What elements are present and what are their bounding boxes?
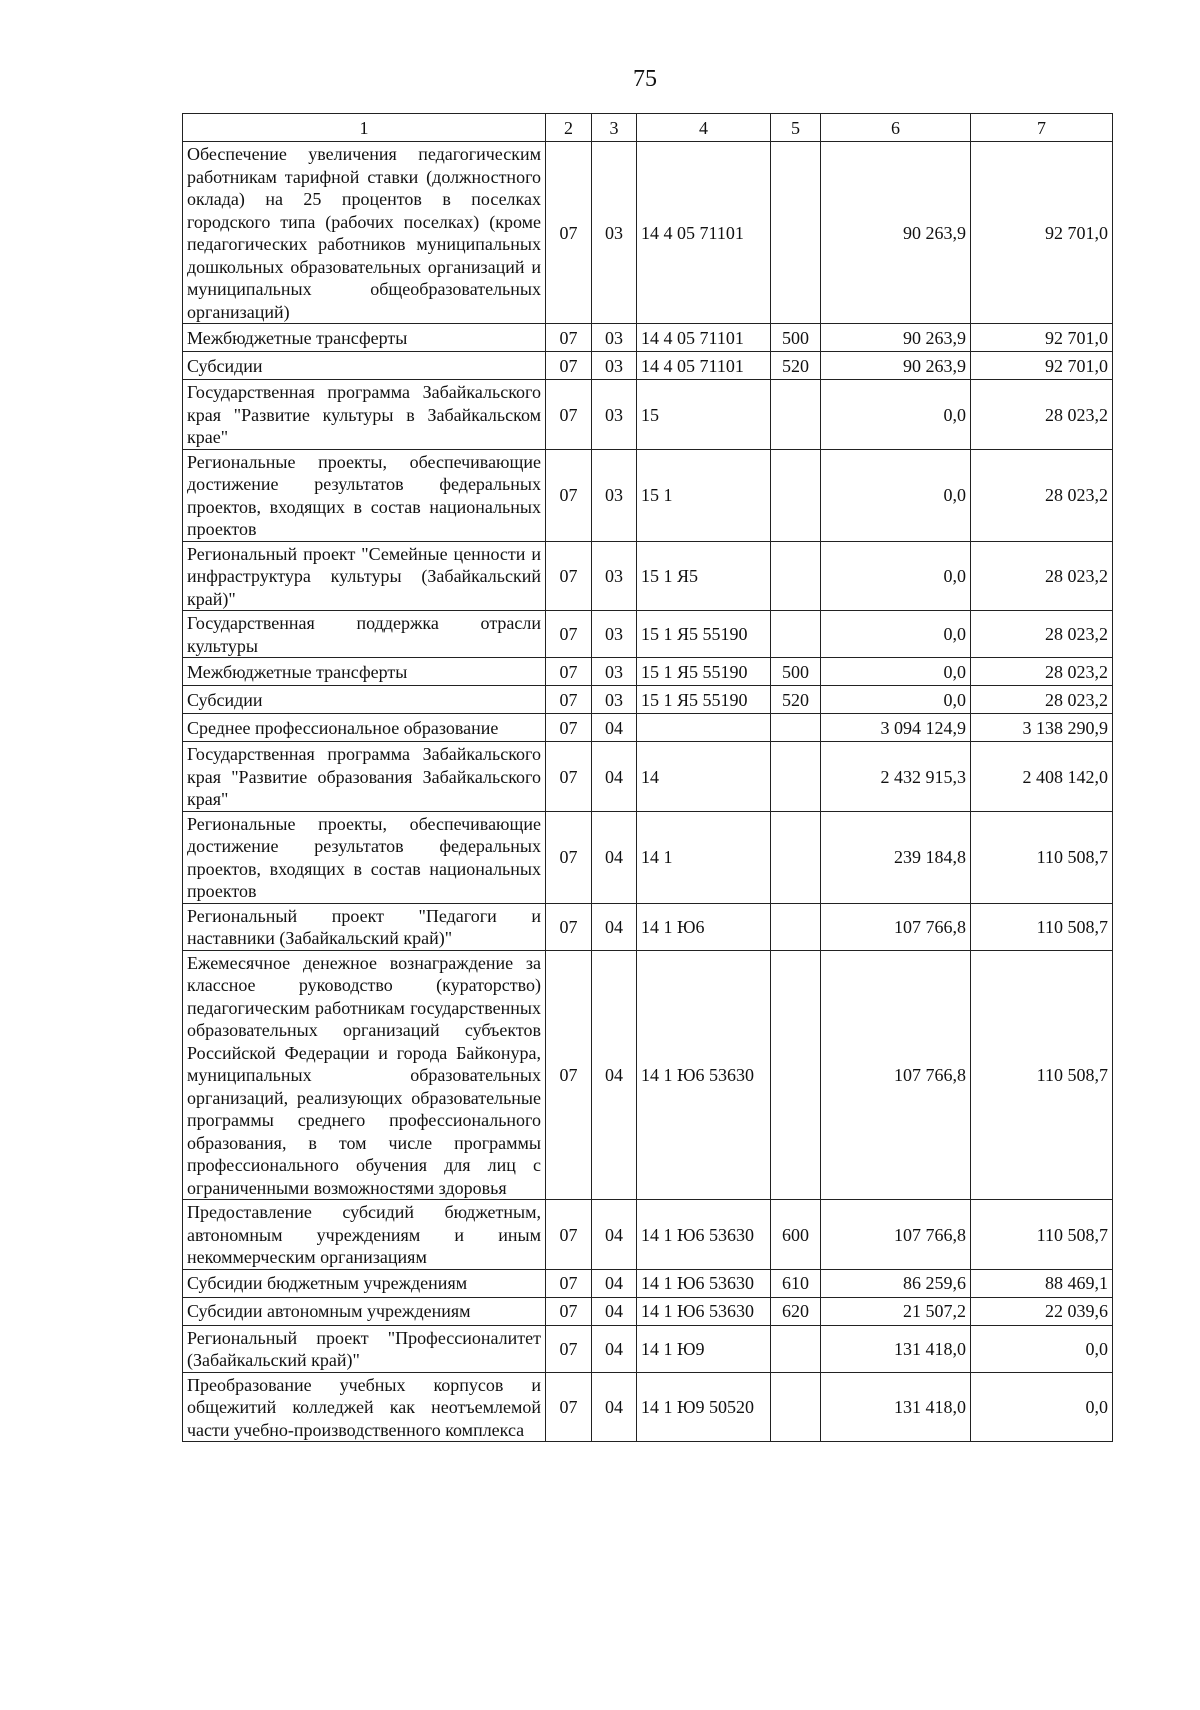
row-amount-1: 107 766,8 <box>821 1200 971 1270</box>
row-subsection: 04 <box>592 1269 637 1297</box>
row-amount-1: 3 094 124,9 <box>821 714 971 742</box>
row-amount-2: 3 138 290,9 <box>971 714 1113 742</box>
row-amount-2: 28 023,2 <box>971 380 1113 450</box>
row-amount-1: 90 263,9 <box>821 324 971 352</box>
row-expense-type: 500 <box>771 658 821 686</box>
row-amount-1: 0,0 <box>821 658 971 686</box>
row-section: 07 <box>546 1325 592 1372</box>
row-subsection: 04 <box>592 950 637 1200</box>
row-name: Субсидии <box>183 352 546 380</box>
row-section: 07 <box>546 1297 592 1325</box>
row-expense-type <box>771 142 821 324</box>
row-amount-1: 0,0 <box>821 686 971 714</box>
row-section: 07 <box>546 903 592 950</box>
table-header-row <box>183 114 1113 142</box>
row-name: Региональные проекты, обеспечивающие достижение результатов федеральных проектов, входящих в состав национальных проектов <box>183 811 546 903</box>
row-amount-2: 88 469,1 <box>971 1269 1113 1297</box>
row-expense-type <box>771 903 821 950</box>
row-section: 07 <box>546 324 592 352</box>
row-target-code: 15 <box>637 380 771 450</box>
column-header: 3 <box>592 114 637 142</box>
row-section: 07 <box>546 658 592 686</box>
row-subsection: 03 <box>592 352 637 380</box>
row-target-code: 14 1 Ю9 <box>637 1325 771 1372</box>
row-amount-1: 131 418,0 <box>821 1325 971 1372</box>
row-target-code: 14 4 05 71101 <box>637 352 771 380</box>
row-target-code: 14 4 05 71101 <box>637 142 771 324</box>
row-name: Межбюджетные трансферты <box>183 324 546 352</box>
table-row <box>183 142 1113 324</box>
row-expense-type <box>771 742 821 812</box>
row-target-code <box>637 714 771 742</box>
table-row <box>183 1297 1113 1325</box>
row-amount-2: 110 508,7 <box>971 811 1113 903</box>
column-header: 1 <box>183 114 546 142</box>
table-row <box>183 742 1113 812</box>
budget-table <box>182 113 1113 1442</box>
row-section: 07 <box>546 380 592 450</box>
row-target-code: 15 1 Я5 55190 <box>637 686 771 714</box>
row-section: 07 <box>546 714 592 742</box>
row-amount-2: 110 508,7 <box>971 1200 1113 1270</box>
row-section: 07 <box>546 686 592 714</box>
row-target-code: 14 1 <box>637 811 771 903</box>
row-target-code: 14 1 Ю9 50520 <box>637 1372 771 1442</box>
table-row <box>183 903 1113 950</box>
row-amount-1: 0,0 <box>821 380 971 450</box>
row-amount-2: 92 701,0 <box>971 324 1113 352</box>
row-amount-1: 21 507,2 <box>821 1297 971 1325</box>
row-expense-type: 610 <box>771 1269 821 1297</box>
row-amount-2: 2 408 142,0 <box>971 742 1113 812</box>
row-target-code: 14 1 Ю6 53630 <box>637 1297 771 1325</box>
row-subsection: 04 <box>592 903 637 950</box>
column-header: 5 <box>771 114 821 142</box>
row-target-code: 15 1 Я5 55190 <box>637 611 771 658</box>
row-amount-2: 110 508,7 <box>971 950 1113 1200</box>
row-name: Государственная программа Забайкальского края "Развитие культуры в Забайкальском крае" <box>183 380 546 450</box>
row-name: Субсидии автономным учреждениям <box>183 1297 546 1325</box>
row-name: Преобразование учебных корпусов и общежитий колледжей как неотъемлемой части учебно-производственного комплекса <box>183 1372 546 1442</box>
table-row <box>183 950 1113 1200</box>
row-amount-1: 239 184,8 <box>821 811 971 903</box>
table-row <box>183 686 1113 714</box>
row-subsection: 03 <box>592 541 637 611</box>
row-section: 07 <box>546 449 592 541</box>
table-row <box>183 541 1113 611</box>
row-expense-type: 520 <box>771 352 821 380</box>
row-amount-2: 28 023,2 <box>971 658 1113 686</box>
row-target-code: 14 4 05 71101 <box>637 324 771 352</box>
row-name: Государственная поддержка отрасли культуры <box>183 611 546 658</box>
row-amount-2: 0,0 <box>971 1372 1113 1442</box>
row-subsection: 03 <box>592 380 637 450</box>
row-name: Ежемесячное денежное вознаграждение за классное руководство (кураторство) педагогическим работникам государственных образовательных организаций субъектов Российской Федерации и города Байконура, муниципальных образовательных организаций, реализующих образовательные программы среднего профессионального образования, в том числе программы профессионального обучения для лиц с ограниченными возможностями здоровья <box>183 950 546 1200</box>
row-name: Обеспечение увеличения педагогическим работникам тарифной ставки (должностного оклада) на 25 процентов в поселках городского типа (рабочих поселках) (кроме педагогических работников муниципальных дошкольных образовательных организаций и муниципальных общеобразовательных организаций) <box>183 142 546 324</box>
row-target-code: 14 <box>637 742 771 812</box>
row-expense-type <box>771 950 821 1200</box>
table-row <box>183 1200 1113 1270</box>
row-subsection: 04 <box>592 742 637 812</box>
row-amount-1: 86 259,6 <box>821 1269 971 1297</box>
row-target-code: 14 1 Ю6 53630 <box>637 1269 771 1297</box>
row-name: Государственная программа Забайкальского края "Развитие образования Забайкальского края" <box>183 742 546 812</box>
row-section: 07 <box>546 1200 592 1270</box>
row-section: 07 <box>546 1269 592 1297</box>
row-expense-type <box>771 541 821 611</box>
row-amount-1: 131 418,0 <box>821 1372 971 1442</box>
row-amount-1: 90 263,9 <box>821 142 971 324</box>
row-expense-type <box>771 811 821 903</box>
row-target-code: 14 1 Ю6 <box>637 903 771 950</box>
row-name: Региональные проекты, обеспечивающие достижение результатов федеральных проектов, входящих в состав национальных проектов <box>183 449 546 541</box>
table-row <box>183 380 1113 450</box>
row-name: Межбюджетные трансферты <box>183 658 546 686</box>
row-subsection: 03 <box>592 658 637 686</box>
row-amount-2: 28 023,2 <box>971 611 1113 658</box>
row-subsection: 04 <box>592 1372 637 1442</box>
row-subsection: 03 <box>592 611 637 658</box>
table-row <box>183 449 1113 541</box>
row-name: Среднее профессиональное образование <box>183 714 546 742</box>
row-name: Региональный проект "Педагоги и наставники (Забайкальский край)" <box>183 903 546 950</box>
row-name: Субсидии <box>183 686 546 714</box>
row-amount-2: 92 701,0 <box>971 142 1113 324</box>
row-expense-type: 520 <box>771 686 821 714</box>
table-row <box>183 1325 1113 1372</box>
table-row <box>183 324 1113 352</box>
row-target-code: 14 1 Ю6 53630 <box>637 1200 771 1270</box>
row-amount-1: 0,0 <box>821 611 971 658</box>
row-amount-2: 110 508,7 <box>971 903 1113 950</box>
row-amount-1: 2 432 915,3 <box>821 742 971 812</box>
row-amount-2: 28 023,2 <box>971 541 1113 611</box>
row-subsection: 04 <box>592 1200 637 1270</box>
column-header: 6 <box>821 114 971 142</box>
row-amount-2: 92 701,0 <box>971 352 1113 380</box>
row-target-code: 15 1 Я5 <box>637 541 771 611</box>
row-section: 07 <box>546 742 592 812</box>
column-header: 2 <box>546 114 592 142</box>
row-expense-type <box>771 449 821 541</box>
row-section: 07 <box>546 811 592 903</box>
row-amount-1: 0,0 <box>821 449 971 541</box>
row-expense-type <box>771 611 821 658</box>
row-subsection: 03 <box>592 449 637 541</box>
row-amount-2: 0,0 <box>971 1325 1113 1372</box>
row-subsection: 04 <box>592 811 637 903</box>
page-number: 75 <box>633 66 657 92</box>
row-target-code: 14 1 Ю6 53630 <box>637 950 771 1200</box>
row-section: 07 <box>546 1372 592 1442</box>
row-expense-type <box>771 1325 821 1372</box>
row-amount-2: 28 023,2 <box>971 449 1113 541</box>
table-row <box>183 811 1113 903</box>
row-expense-type <box>771 714 821 742</box>
column-header: 7 <box>971 114 1113 142</box>
row-amount-1: 107 766,8 <box>821 950 971 1200</box>
row-name: Предоставление субсидий бюджетным, автономным учреждениям и иным некоммерческим организациям <box>183 1200 546 1270</box>
row-target-code: 15 1 <box>637 449 771 541</box>
row-section: 07 <box>546 611 592 658</box>
row-target-code: 15 1 Я5 55190 <box>637 658 771 686</box>
table-row <box>183 658 1113 686</box>
row-expense-type <box>771 1372 821 1442</box>
row-subsection: 03 <box>592 324 637 352</box>
row-section: 07 <box>546 142 592 324</box>
row-subsection: 04 <box>592 714 637 742</box>
table-row <box>183 352 1113 380</box>
table-row <box>183 714 1113 742</box>
row-amount-2: 22 039,6 <box>971 1297 1113 1325</box>
row-amount-1: 0,0 <box>821 541 971 611</box>
table-row <box>183 611 1113 658</box>
row-section: 07 <box>546 352 592 380</box>
row-amount-1: 107 766,8 <box>821 903 971 950</box>
row-expense-type: 620 <box>771 1297 821 1325</box>
row-amount-2: 28 023,2 <box>971 686 1113 714</box>
row-section: 07 <box>546 950 592 1200</box>
column-header: 4 <box>637 114 771 142</box>
row-name: Субсидии бюджетным учреждениям <box>183 1269 546 1297</box>
row-name: Региональный проект "Профессионалитет (Забайкальский край)" <box>183 1325 546 1372</box>
row-expense-type: 500 <box>771 324 821 352</box>
row-subsection: 03 <box>592 142 637 324</box>
table-row <box>183 1372 1113 1442</box>
row-amount-1: 90 263,9 <box>821 352 971 380</box>
row-expense-type <box>771 380 821 450</box>
row-expense-type: 600 <box>771 1200 821 1270</box>
row-subsection: 04 <box>592 1325 637 1372</box>
table-row <box>183 1269 1113 1297</box>
row-section: 07 <box>546 541 592 611</box>
row-subsection: 04 <box>592 1297 637 1325</box>
row-subsection: 03 <box>592 686 637 714</box>
row-name: Региональный проект "Семейные ценности и инфраструктура культуры (Забайкальский край)" <box>183 541 546 611</box>
